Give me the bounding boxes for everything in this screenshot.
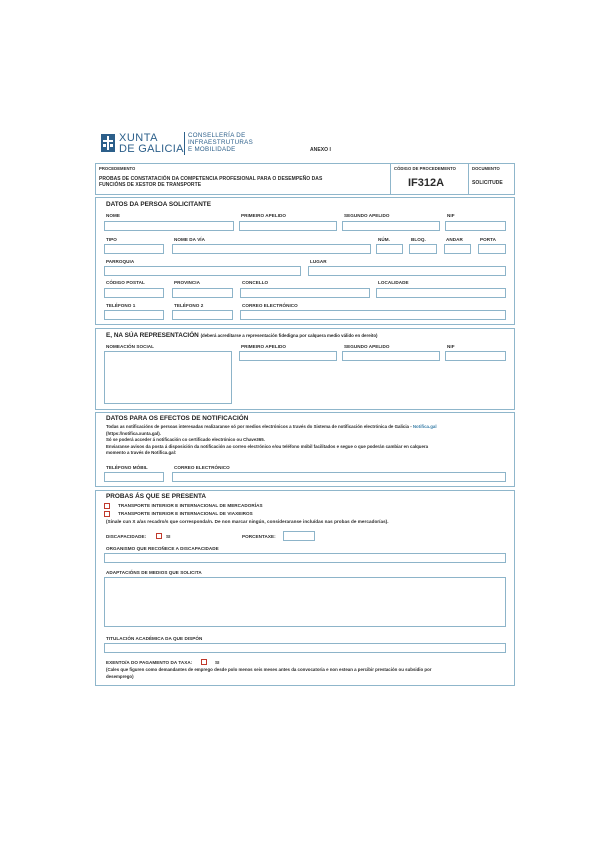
notification-title: DATOS PARA OS EFECTOS DE NOTIFICACIÓN bbox=[106, 415, 249, 422]
procedure-divider-2 bbox=[468, 163, 469, 195]
label-concello: CONCELLO bbox=[242, 280, 269, 285]
label-parroquia: PARROQUIA bbox=[106, 259, 135, 264]
annex-label: ANEXO I bbox=[310, 147, 331, 153]
logo-divider bbox=[184, 132, 185, 155]
exento-checkbox[interactable] bbox=[201, 659, 207, 665]
representation-note: (deberá acreditarse a representación fidedigna por calquera medio válido en dereito) bbox=[200, 333, 378, 338]
notifica-link[interactable]: Notifica.gal bbox=[412, 424, 437, 429]
provincia-field[interactable] bbox=[172, 288, 233, 298]
label-rep-nif: NIF bbox=[447, 344, 455, 349]
segundo-apelido-field[interactable] bbox=[342, 221, 440, 231]
label-porta: PORTA bbox=[480, 237, 496, 242]
label-localidade: LOCALIDADE bbox=[378, 280, 409, 285]
label-telefono-mobil: TELÉFONO MÓBIL bbox=[106, 465, 148, 470]
telefono2-field[interactable] bbox=[172, 310, 233, 320]
label-nif: NIF bbox=[447, 213, 455, 218]
notif-correo-field[interactable] bbox=[172, 472, 506, 482]
andar-field[interactable] bbox=[444, 244, 471, 254]
nome-field[interactable] bbox=[104, 221, 234, 231]
logo-line1: XUNTA bbox=[119, 132, 158, 144]
representation-title-text: E, NA SÚA REPRESENTACIÓN bbox=[106, 332, 199, 339]
label-exento-si: SI bbox=[215, 660, 220, 665]
exento-note-line1: (Cales que figuren como demandantes de emprego desde polo menos seis meses antes da convocatoria e non estean a percibir prestación ou subsidio por bbox=[106, 667, 432, 672]
procedure-code-label: CÓDIGO DE PROCEDEMENTO bbox=[394, 166, 456, 171]
porcentaxe-field[interactable] bbox=[283, 531, 315, 541]
discapacidade-checkbox[interactable] bbox=[156, 533, 162, 539]
rep-nif-field[interactable] bbox=[445, 351, 506, 361]
procedure-title-2: FUNCIÓNS DE XESTOR DE TRANSPORTE bbox=[99, 182, 202, 188]
lugar-field[interactable] bbox=[308, 266, 506, 276]
parroquia-field[interactable] bbox=[104, 266, 301, 276]
exento-note bbox=[106, 667, 510, 680]
procedure-title-1: PROBAS DE CONSTATACIÓN DA COMPETENCIA PROFESIONAL PARA O DESEMPEÑO DAS bbox=[99, 176, 323, 182]
label-organismo: ORGANISMO QUE RECOÑECE A DISCAPACIDADE bbox=[106, 546, 219, 551]
label-nome: NOME bbox=[106, 213, 120, 218]
label-nome-via: NOME DA VÍA bbox=[174, 237, 206, 242]
label-telefono1: TELÉFONO 1 bbox=[106, 303, 136, 308]
label-segundo-apelido: SEGUNDO APELIDO bbox=[344, 213, 390, 218]
telefono1-field[interactable] bbox=[104, 310, 164, 320]
notification-line3: Enviaranse avisos da posta á disposición da notificación ao correo electrónico e/ou teléfono móbil facilitados e segue o que poderán cambiar en calquera bbox=[106, 443, 429, 449]
localidade-field[interactable] bbox=[376, 288, 506, 298]
rep-segundo-apelido-field[interactable] bbox=[342, 351, 440, 361]
representation-title bbox=[106, 333, 377, 339]
label-telefono2: TELÉFONO 2 bbox=[174, 303, 204, 308]
dept-line1: CONSELLERÍA DE bbox=[188, 132, 246, 139]
procedure-code: IF312A bbox=[408, 177, 445, 189]
notification-line4: momento a través de Notifica.gal: bbox=[106, 450, 177, 456]
option-viaxeiros-label: TRANSPORTE INTERIOR E INTERNACIONAL DE VIAXEIROS bbox=[118, 511, 253, 516]
bloq-field[interactable] bbox=[409, 244, 437, 254]
notification-line2: Só se poderá acceder á notificación co certificado electrónico ou Chave365. bbox=[106, 437, 265, 443]
option-viaxeiros-checkbox[interactable] bbox=[104, 511, 110, 517]
notification-line1b: (https://notifica.xunta.gal). bbox=[106, 430, 161, 436]
label-rep-primeiro-apelido: PRIMEIRO APELIDO bbox=[241, 344, 287, 349]
procedure-divider-1 bbox=[390, 163, 391, 195]
tipo-field[interactable] bbox=[104, 244, 164, 254]
label-notif-correo: CORREO ELECTRÓNICO bbox=[174, 465, 230, 470]
primeiro-apelido-field[interactable] bbox=[239, 221, 337, 231]
label-adaptacions: ADAPTACIÓNS DE MEDIOS QUE SOLICITA bbox=[106, 570, 202, 575]
nomeacion-social-field[interactable] bbox=[104, 351, 232, 404]
label-discapacidade: DISCAPACIDADE: bbox=[106, 534, 147, 539]
notification-text bbox=[106, 424, 510, 457]
label-primeiro-apelido: PRIMEIRO APELIDO bbox=[241, 213, 287, 218]
xunta-logo bbox=[100, 132, 185, 156]
label-num: NÚM. bbox=[378, 237, 390, 242]
notification-line1 bbox=[106, 424, 510, 431]
procedure-label: PROCEDEMENTO bbox=[99, 166, 136, 171]
correo-field[interactable] bbox=[240, 310, 506, 320]
dept-line2: INFRAESTRUTURAS bbox=[188, 139, 254, 146]
porta-field[interactable] bbox=[478, 244, 506, 254]
option-mercadorias-checkbox[interactable] bbox=[104, 503, 110, 509]
num-field[interactable] bbox=[376, 244, 403, 254]
label-lugar: LUGAR bbox=[310, 259, 327, 264]
label-exento: EXENTO/A DO PAGAMENTO DA TAXA: bbox=[106, 660, 193, 665]
adaptacions-field[interactable] bbox=[104, 577, 506, 627]
organismo-field[interactable] bbox=[104, 553, 506, 563]
xunta-emblem-icon bbox=[100, 133, 116, 153]
concello-field[interactable] bbox=[240, 288, 370, 298]
label-tipo: TIPO bbox=[106, 237, 117, 242]
nif-field[interactable] bbox=[445, 221, 506, 231]
label-discapacidade-si: SI bbox=[166, 534, 171, 539]
label-andar: ANDAR bbox=[446, 237, 463, 242]
label-correo: CORREO ELECTRÓNICO bbox=[242, 303, 298, 308]
label-rep-segundo-apelido: SEGUNDO APELIDO bbox=[344, 344, 390, 349]
option-mercadorias-label: TRANSPORTE INTERIOR E INTERNACIONAL DE MERCADORÍAS bbox=[118, 503, 263, 508]
applicant-title: DATOS DA PERSOA SOLICITANTE bbox=[106, 201, 211, 208]
label-provincia: PROVINCIA bbox=[174, 280, 200, 285]
label-codigo-postal: CÓDIGO POSTAL bbox=[106, 280, 145, 285]
rep-primeiro-apelido-field[interactable] bbox=[239, 351, 337, 361]
tests-instruction: (Sinale cun X a/as recadro/s que corresponda/n. De non marcar ningún, consideraranse incluídas nas probas de mercadorías). bbox=[106, 519, 389, 524]
notification-text1a: Todas as notificacións de persoas interesadas realizaranse só por medios electrónicos a través do Sistema de notificación electrónica de Galicia - bbox=[106, 424, 413, 429]
label-porcentaxe: PORCENTAXE: bbox=[242, 534, 276, 539]
tests-title: PROBAS ÁS QUE SE PRESENTA bbox=[106, 493, 207, 500]
nome-via-field[interactable] bbox=[172, 244, 371, 254]
document-label: DOCUMENTO bbox=[472, 166, 500, 171]
telefono-mobil-field[interactable] bbox=[104, 472, 164, 482]
dept-line3: E MOBILIDADE bbox=[188, 146, 236, 153]
label-nomeacion-social: NOMEACIÓN SOCIAL bbox=[106, 344, 155, 349]
logo-line2: DE GALICIA bbox=[119, 143, 184, 155]
label-titulacion: TITULACIÓN ACADÉMICA DA QUE DISPÓN bbox=[106, 636, 203, 641]
titulacion-field[interactable] bbox=[104, 643, 506, 653]
document-value: SOLICITUDE bbox=[472, 180, 503, 186]
label-bloq: BLOQ. bbox=[411, 237, 426, 242]
codigo-postal-field[interactable] bbox=[104, 288, 164, 298]
exento-note-line2: desemprego) bbox=[106, 673, 134, 679]
